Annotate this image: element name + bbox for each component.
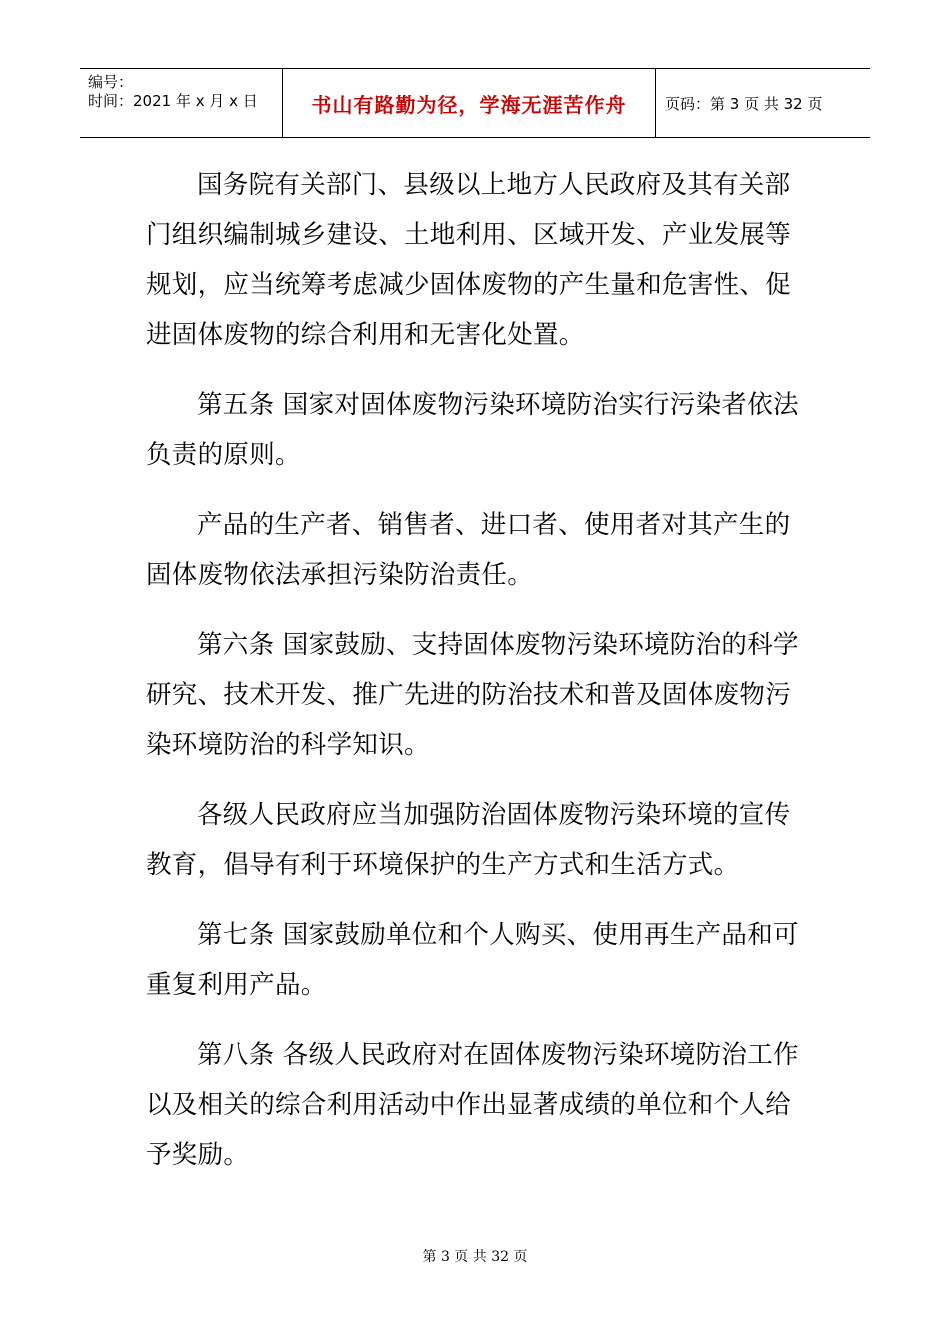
paragraph-article-8: 第八条 各级人民政府对在固体废物污染环境防治工作以及相关的综合利用活动中作出显著成绩的单位和个人给予奖励。: [146, 1040, 799, 1170]
header-page-cell: [655, 69, 870, 137]
document-body: [146, 160, 806, 1200]
paragraph: 国务院有关部门、县级以上地方人民政府及其有关部门组织编制城乡建设、土地利用、区域开发、产业发展等规划，应当统筹考虑减少固体废物的产生量和危害性、促进固体废物的综合利用和无害化处置。: [146, 170, 792, 350]
paragraph-article-5: 第五条 国家对固体废物污染环境防治实行污染者依法负责的原则。: [146, 390, 799, 470]
document-number-label: 编号：: [88, 73, 134, 91]
header-meta-cell: [80, 69, 282, 137]
paragraph: 产品的生产者、销售者、进口者、使用者对其产生的固体废物依法承担污染防治责任。: [146, 510, 791, 590]
motto-text: 书山有路勤为径，学海无涯苦作舟: [311, 92, 627, 117]
header-motto-cell: [282, 69, 656, 137]
header-page-info: 页码：第 3 页 共 32 页: [665, 94, 823, 113]
paragraph: 各级人民政府应当加强防治固体废物污染环境的宣传教育，倡导有利于环境保护的生产方式和生活方式。: [146, 800, 791, 880]
document-header: [80, 68, 870, 138]
document-time-label: 时间：2021 年 x 月 x 日: [88, 92, 258, 110]
page-footer: 第 3 页 共 32 页: [422, 1249, 528, 1265]
paragraph-article-7: 第七条 国家鼓励单位和个人购买、使用再生产品和可重复利用产品。: [146, 920, 799, 1000]
paragraph-article-6: 第六条 国家鼓励、支持固体废物污染环境防治的科学研究、技术开发、推广先进的防治技术和普及固体废物污染环境防治的科学知识。: [146, 630, 799, 760]
